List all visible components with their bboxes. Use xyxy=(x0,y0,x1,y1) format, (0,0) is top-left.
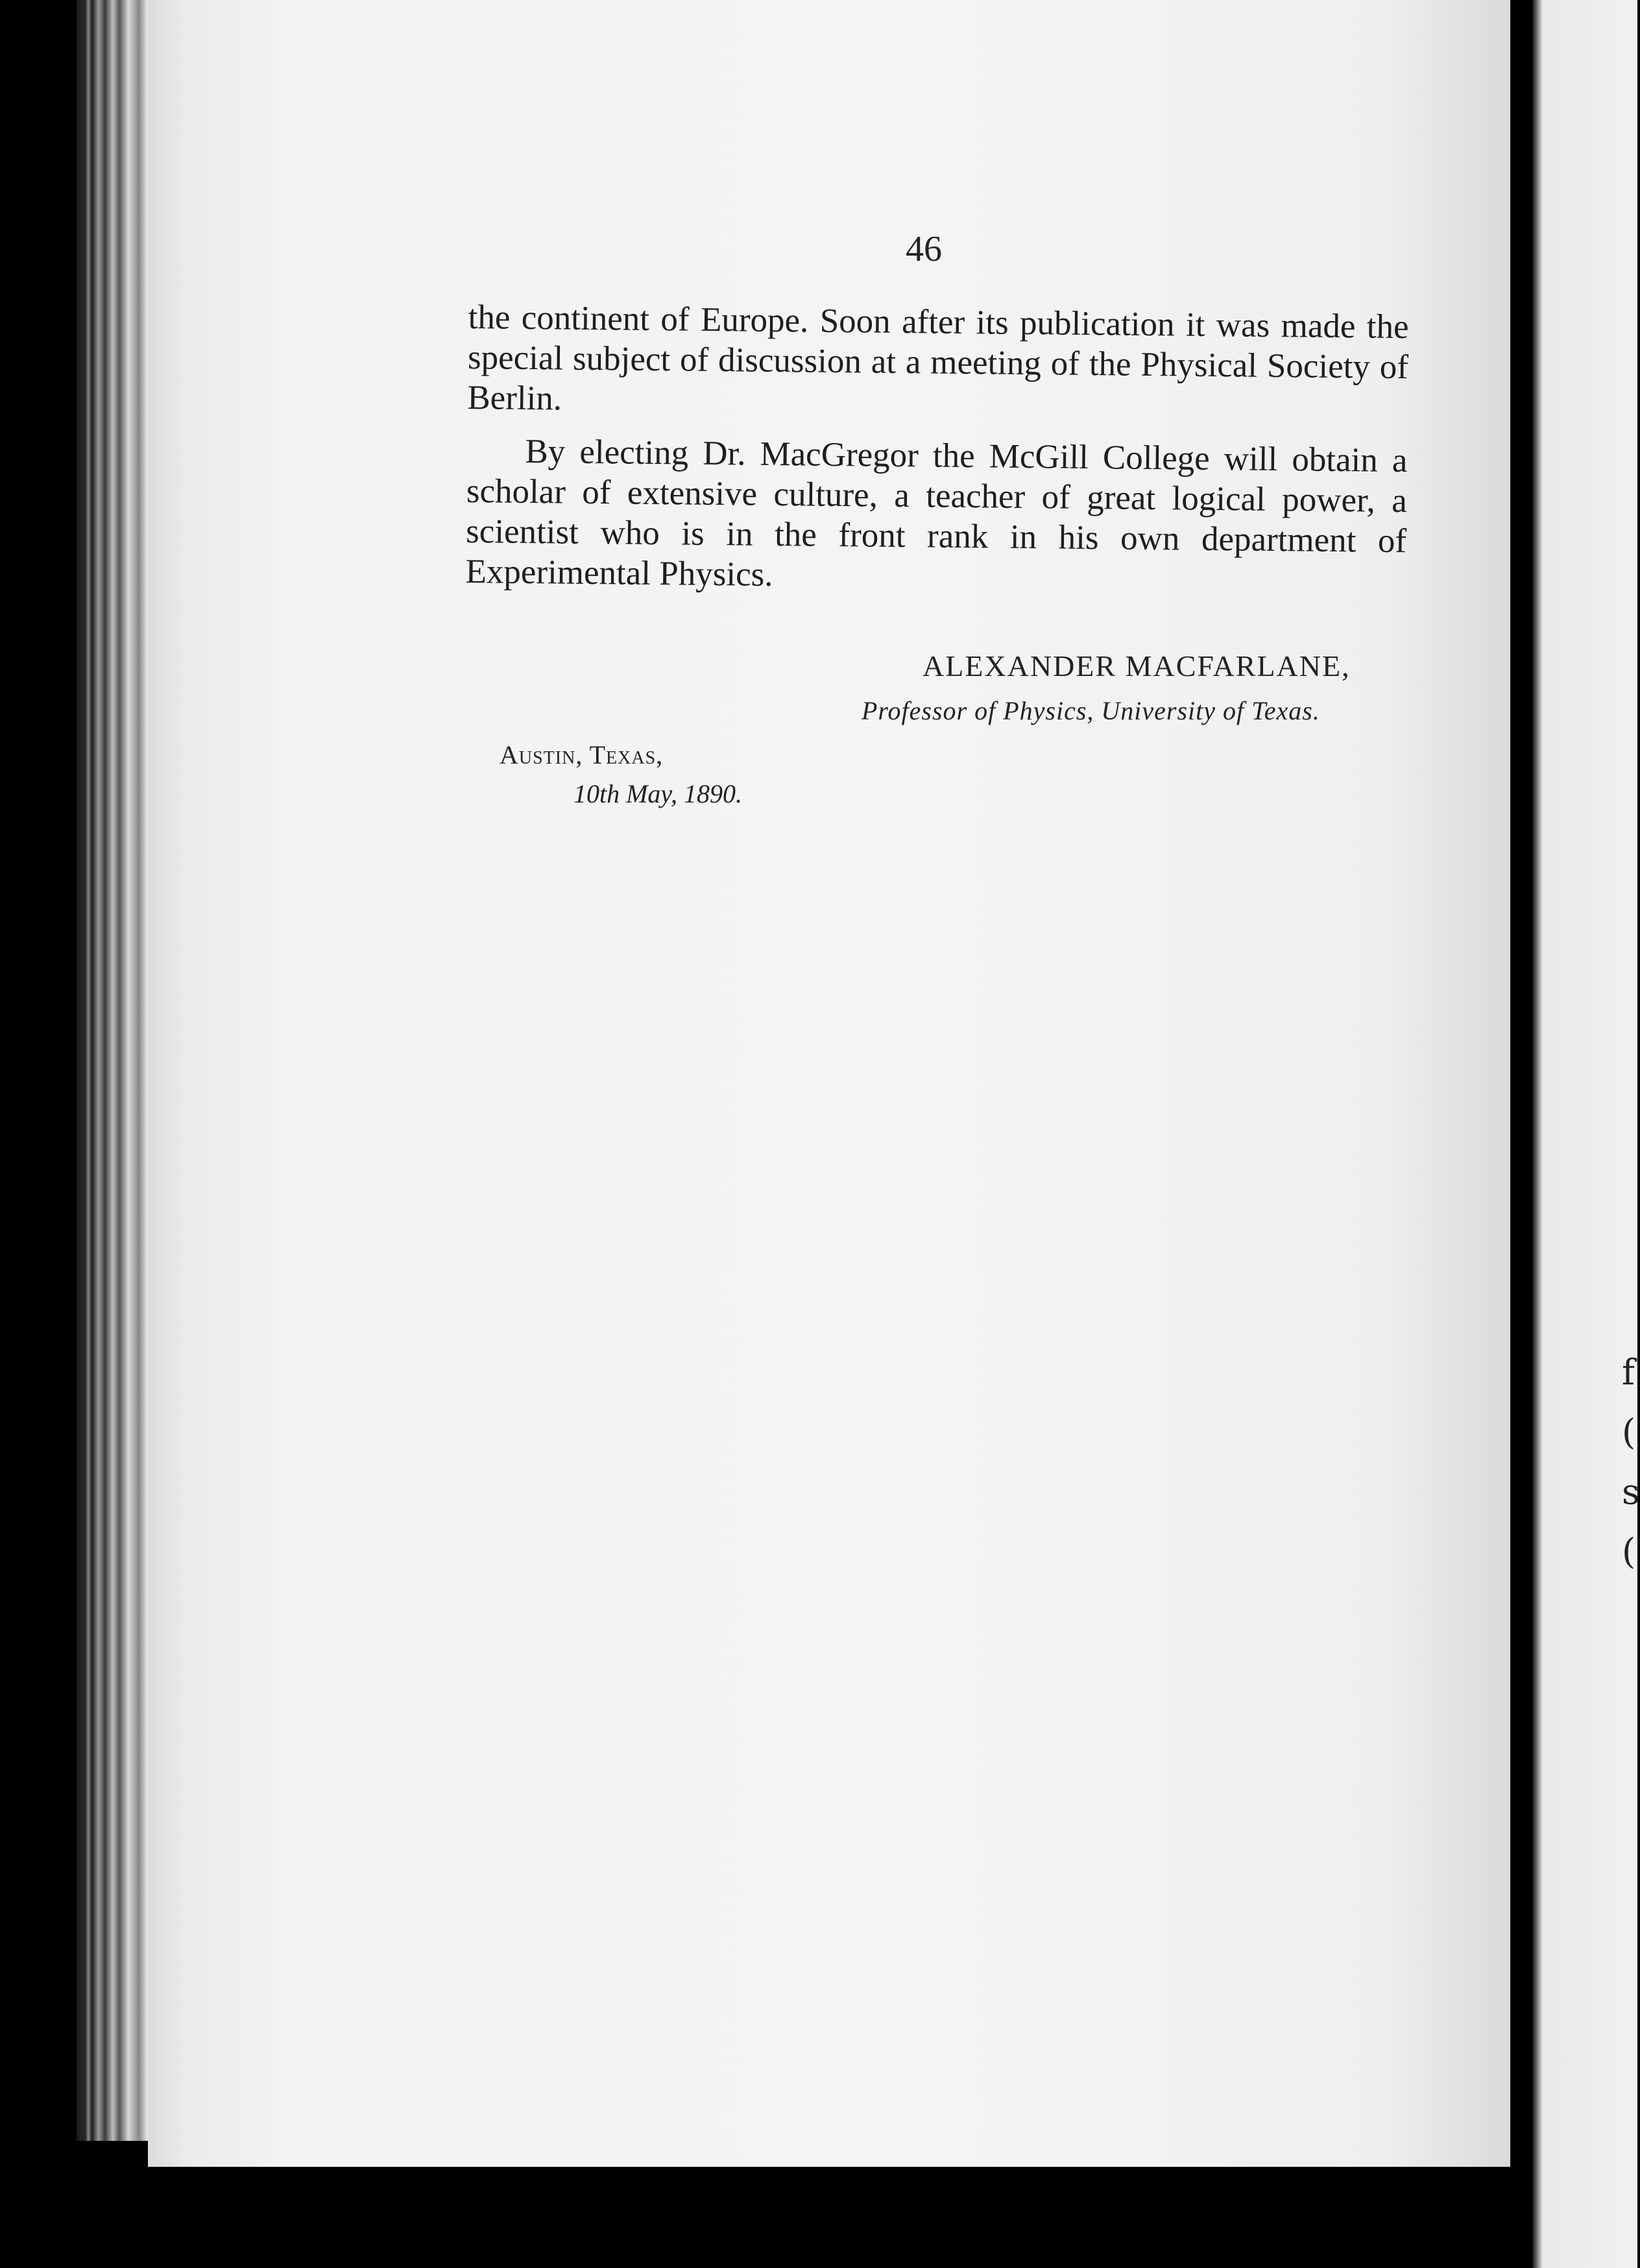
body-text xyxy=(465,297,1409,601)
adjacent-letter: f xyxy=(1622,1352,1635,1393)
adjacent-letter: s xyxy=(1622,1471,1640,1512)
adjacent-page-text xyxy=(1622,1343,1640,1582)
signature-name: ALEXANDER MACFARLANE, xyxy=(922,649,1351,682)
paragraph: By electing Dr. MacGregor the McGill College will obtain a scholar of extensive culture, a teacher of great logical power, a scientist who is in the front rank in his own department of Experimental Physics. xyxy=(465,432,1408,594)
page-number: 46 xyxy=(906,229,942,269)
date-line: 10th May, 1890. xyxy=(573,779,742,808)
adjacent-letter: ( xyxy=(1622,1531,1636,1572)
scan-border-bottom xyxy=(77,2167,1532,2268)
signature-title: Professor of Physics, University of Texas. xyxy=(862,696,1320,725)
paragraph: the continent of Europe. Soon after its publication it was made the special subject of discussion at a meeting of the Physical Society of Berlin. xyxy=(467,298,1409,418)
adjacent-page xyxy=(1532,0,1637,2268)
adjacent-letter: ( xyxy=(1622,1412,1636,1453)
place-line: Austin, Texas, xyxy=(500,740,664,769)
